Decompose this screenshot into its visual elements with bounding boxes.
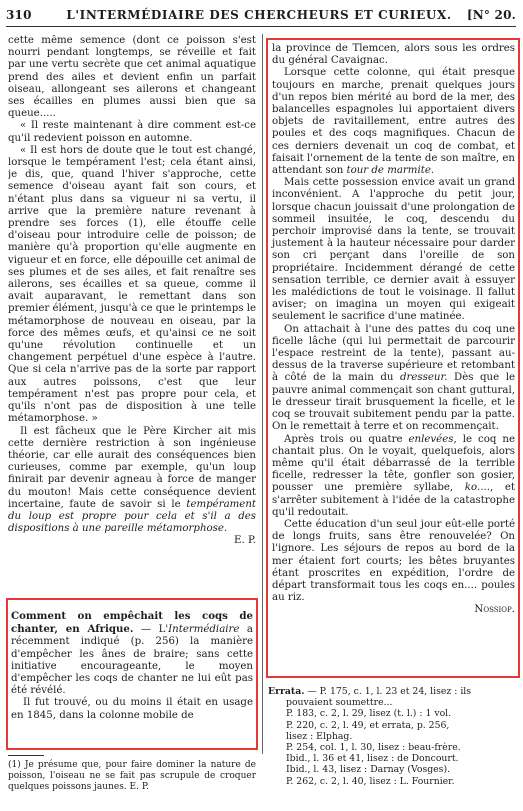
article-intro xyxy=(11,610,253,697)
page-number: 310 xyxy=(6,8,32,22)
highlighted-article-continuation xyxy=(266,38,520,678)
paragraph xyxy=(272,519,515,617)
signature: Nossiop. xyxy=(474,604,515,616)
paragraph-text: Lorsque cette colonne, qui était presque toujours en marche, prenait quelques jours d'un repos bien mérité au bord de la mer, des balancelles espagnoles lui apportaient divers objets de ravitaillement, entre autres des poules et des coqs magnifiques. Chacun de ces derniers devenait un coq de combat, et faisait l'ornement de la tente de son maître, en attendant son xyxy=(272,67,515,177)
journal-name: Intermédiaire xyxy=(168,624,240,636)
paragraph-text: ...., et s'arrêter subitement à l'idée de la catastrophe qu'il redoutait. xyxy=(272,482,515,518)
right-column-text xyxy=(272,43,515,617)
paragraph-text: On attachait à l'une des pattes du coq une ficelle lâche (qui lui permettait de parcourir l'espace restreint de la tente), passant au-dessus de la traverse supérieure et retombant à côté de la main du xyxy=(272,323,515,384)
signature: E. P. xyxy=(234,535,256,547)
paragraph: Il fut trouvé, ou du moins il était en usage en 1845, dans la colonne mobile de xyxy=(11,697,253,721)
paragraph: Mais cette possession envice avait un grand inconvénient. A l'approche du petit jour, lorsque chacun jouissait d'une prolongation de sommeil insuitée, le coq, descendu du perchoir improvisé dans la tente, se trouvait justement à la hauteur nécessaire pour darder son cri perçant dans l'oreille de son propriétaire. Incidemment dérangé de cette sensation terrible, ce dernier avait à essuyer les malédictions de tout le voisinage. Il fallut aviser; on imagina un moyen qui exigeait seulement le sacrifice d'une matinée. xyxy=(272,177,515,323)
errata-line: P. 220, c. 2, l. 49, et errata, p. 256, xyxy=(286,719,450,731)
article-title: Comment on empêchait les coqs de chanter, en Afrique. xyxy=(11,610,253,636)
errata-label: Errata. xyxy=(268,686,305,697)
article-text xyxy=(11,610,253,722)
article-text-a: — L' xyxy=(133,624,169,636)
errata-section xyxy=(268,686,518,787)
italic-text: ko xyxy=(464,482,478,494)
paragraph-text: Après trois ou quatre xyxy=(284,433,409,445)
paragraph: la province de Tlemcen, alors sous les ordres du général Cavaignac. xyxy=(272,43,515,67)
footnote-rule xyxy=(8,755,44,756)
paragraph-text: , le coq ne chantait plus. On le voyait, quelquefois, alors même qu'il était débarrassé de la terrible ficelle, redresser la tête, gonfler son gosier, pousser une première syllabe, xyxy=(272,433,515,494)
paragraph: cette même semence (dont ce poisson s'est nourri pendant longtemps, se réveille et fait par une vertu secrète que cet animal aquatique prend des ailes et devient enfin un parfait oiseau, allongeant ses ailerons et changeant ses écailles en plumes aussi bien que sa queue..... xyxy=(8,35,256,120)
errata-line: Ibid., l. 36 et 41, lisez : de Doncourt. xyxy=(286,753,459,765)
errata-line: pouvaient soumettre... xyxy=(286,697,393,709)
column-divider xyxy=(262,34,263,754)
italic-text: dresseur. xyxy=(399,372,448,384)
paragraph-text: Il est fâcheux que le Père Kircher ait mis cette dernière restriction à son ingénieuse théorie, car elle aurait des conséquences bien curieuses, comme par exemple, qu'un loup finirait par devenir agneau à force de manger du mouton! Mais cette conséquence devient incertaine, faute de savoir si le xyxy=(8,425,256,510)
errata-line: Ibid., l. 43, lisez : Darnay (Vosges). xyxy=(286,764,451,776)
paragraph xyxy=(272,324,515,434)
paragraph: « Il est hors de doute que le tout est changé, lorsque le tempérament l'est; cela étant ainsi, je dis, que, quand l'hiver s'approche, cette semence d'oiseau ayant fait son cours, et n'étant plus dans sa vigueur ni sa vertu, il arrive que la première nature revenant à prendre ses forces (1), elle étouffe celle d'oiseau pour introduire celle de poisson; de manière qu'à proportion qu'elle augmente en vigueur et en force, elle dépouille cet animal de ses plumes et de ses ailes, et fait renaître ses ailerons, ses écailles et sa queue, comme il avait auparavant, le remettant dans son premier élément, jusqu'à ce que le printemps le métamorphose de nouveau en oiseau, par la force des mêmes œufs, et qu'ainsi ce ne soit qu'une révolution continuelle et un changement perpétuel d'une espèce à l'autre. Que si cela n'arrive pas de la sorte par rapport aux autres poissons, c'est que leur tempérament n'est pas propre pour cela, et qu'ils n'ont pas de disposition à une telle métamorphose. » xyxy=(8,144,256,425)
journal-title: L'INTERMÉDIAIRE DES CHERCHEURS ET CURIEUX. xyxy=(66,8,452,22)
footnote: (1) Je présume que, pour faire dominer la nature de poisson, l'oiseau ne se fait pas scrupule de croquer quelques poissons jaunes. E. P. xyxy=(8,760,256,792)
italic-text: enlevées xyxy=(408,433,454,445)
header-rule xyxy=(6,26,516,27)
paragraph xyxy=(272,434,515,519)
errata-line: P. 262, c. 2, l. 40, lisez : L. Fournier. xyxy=(286,775,455,787)
errata-line xyxy=(268,686,518,697)
italic-text: tempérament du loup est propre pour cela et s'il a des dispositions à une pareille métamorphose. xyxy=(8,498,256,535)
issue-number: [N° 20. xyxy=(466,8,516,22)
running-header xyxy=(6,8,516,24)
paragraph xyxy=(8,426,256,548)
errata-text: — P. 175, c. 1, l. 23 et 24, lisez : ils xyxy=(304,686,472,697)
paragraph: « Il reste maintenant à dire comment est-ce qu'il redevient poisson en automne. xyxy=(8,120,256,144)
paragraph-text: Cette éducation d'un seul jour eût-elle porté de longs fruits, sans être renouvelée? On l'ignore. Les séjours de repos au bord de la mer étaient fort courts; les bêtes bruyantes étant proscrites en expédition, l'ordre de départ transformait tous les coqs en.... poules au riz. xyxy=(272,518,515,604)
highlighted-article-start xyxy=(6,598,258,750)
italic-text: tour de marmite. xyxy=(346,165,435,177)
errata-line: P. 254, col. 1, l. 30, lisez : beau-frère. xyxy=(286,742,461,754)
errata-line: lisez : Elphag. xyxy=(286,730,353,742)
left-column-text xyxy=(8,35,256,595)
errata-line: P. 183, c. 2, l. 29, lisez (t. l.) : 1 vol. xyxy=(286,708,452,720)
paragraph xyxy=(272,67,515,177)
paragraph-text: Dès que le pauvre animal commençait son chant guttural, le dresseur tirait brusquement la ficelle, et le coq se trouvait subitement pendu par la patte. On le remettait à terre et on recommençait. xyxy=(272,372,515,433)
article-text-b: a récemment indiqué (p. 256) la manière d'empêcher les ânes de braire; sans cette initiative encourageante, le moyen d'empêcher les coqs de chanter ne lui eût pas été révélé. xyxy=(11,624,253,697)
